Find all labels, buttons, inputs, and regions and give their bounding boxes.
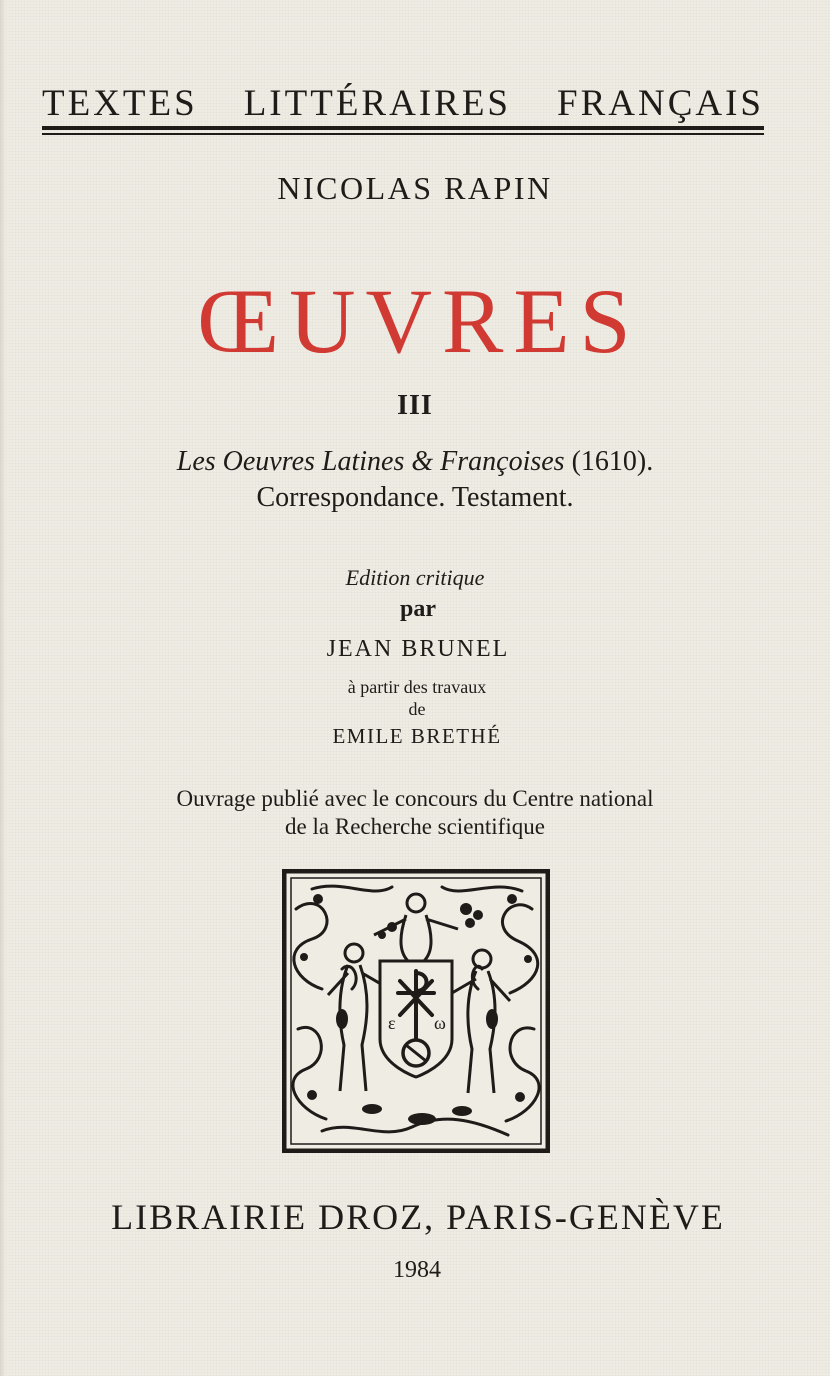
subtitle-italic: Les Oeuvres Latines & Françoises [176, 446, 565, 477]
svg-text:ω: ω [434, 1013, 446, 1033]
book-title: ŒUVRES [197, 270, 641, 372]
publication-year: 1984 [393, 1257, 441, 1283]
series-rule-thick [42, 126, 764, 130]
series-title: TEXTES LITTÉRAIRES FRANÇAIS [42, 83, 764, 124]
author-name: NICOLAS RAPIN [277, 170, 553, 206]
subtitle-line-1 [0, 446, 830, 478]
edition-note: Edition critique [345, 565, 485, 590]
funding-notice-line-2: de la Recherche scientifique [285, 814, 545, 839]
funding-notice-line-1: Ouvrage publié avec le concours du Centre national [176, 786, 654, 811]
publisher-imprint: LIBRAIRIE DROZ, PARIS-GENÈVE [111, 1197, 725, 1237]
of-label: de [408, 699, 426, 719]
subtitle-line-2: Correspondance. Testament. [256, 482, 574, 513]
by-label: par [400, 596, 436, 622]
editor-name: JEAN BRUNEL [326, 636, 510, 662]
series-rule-thin [42, 133, 764, 135]
printers-mark-woodcut-icon [282, 869, 550, 1153]
contributor-name: EMILE BRETHÉ [332, 724, 502, 748]
svg-text:ε: ε [388, 1013, 396, 1033]
subtitle-year: (1610). [564, 446, 654, 477]
based-on-label: à partir des travaux [347, 677, 487, 697]
volume-number: III [397, 390, 433, 421]
